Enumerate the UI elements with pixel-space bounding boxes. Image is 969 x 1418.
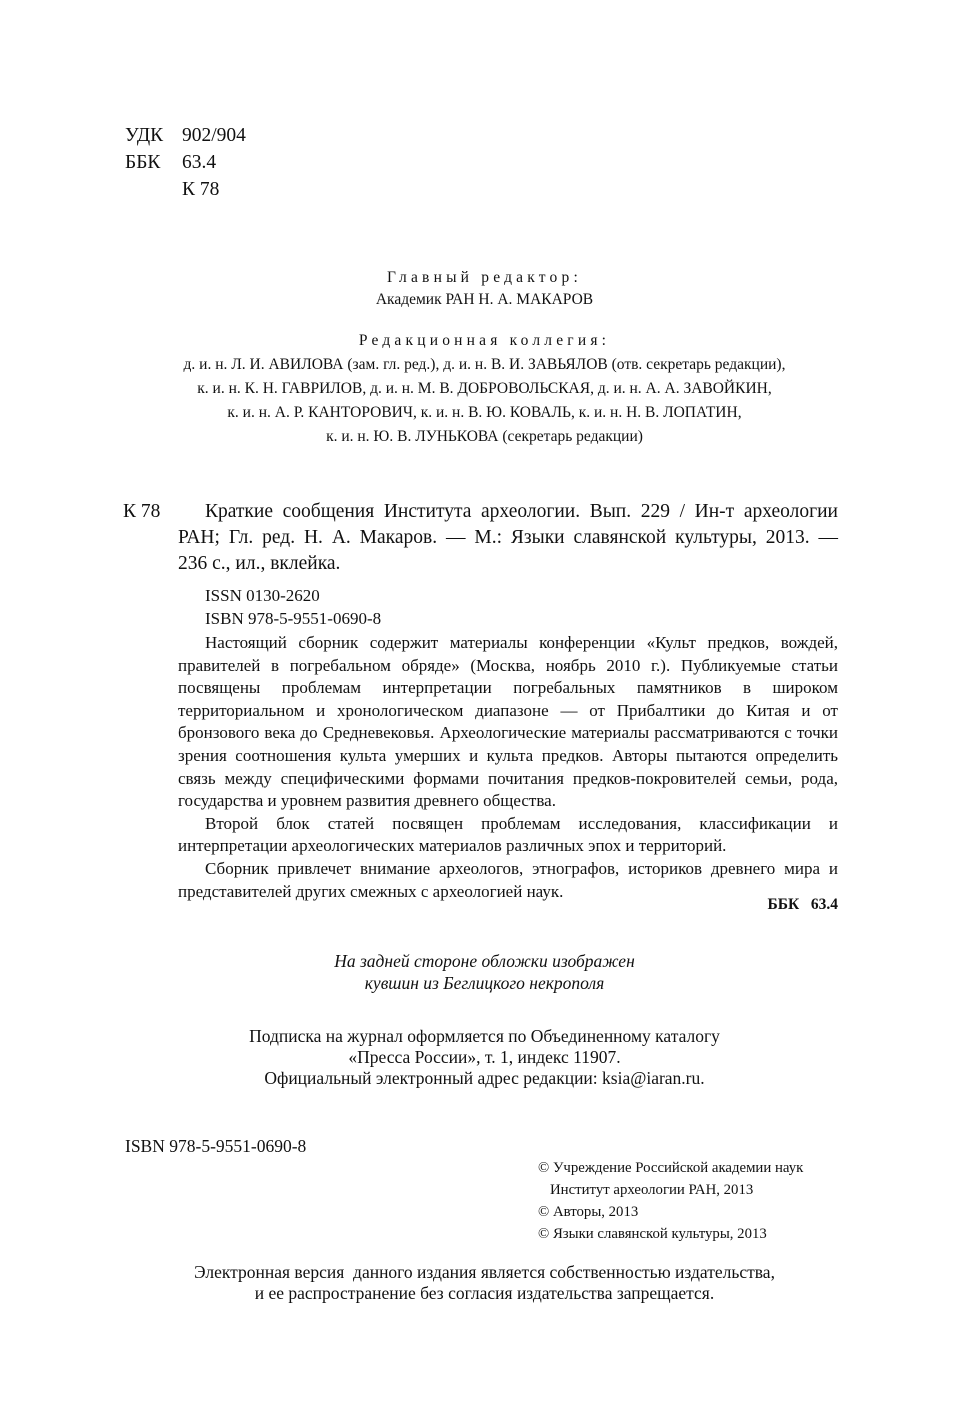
bbk-label: ББК <box>125 152 161 173</box>
udk-row <box>125 122 246 149</box>
editorial-board-line: к. и. н. К. Н. ГАВРИЛОВ, д. и. н. М. В. ДОБРОВОЛЬСКАЯ, д. и. н. А. А. ЗАВОЙКИН, <box>197 380 772 397</box>
editorial-board-line: к. и. н. А. Р. КАНТОРОВИЧ, к. и. н. В. Ю. КОВАЛЬ, к. и. н. Н. В. ЛОПАТИН, <box>227 404 742 421</box>
isbn: ISBN 978-5-9551-0690-8 <box>205 609 382 628</box>
chief-editor-name: Академик РАН Н. А. МАКАРОВ <box>375 291 594 308</box>
electronic-notice-line: и ее распространение без согласия издательства запрещается. <box>254 1283 715 1303</box>
subscription-line: Подписка на журнал оформляется по Объединенному каталогу <box>249 1026 720 1046</box>
issn: ISSN 0130-2620 <box>205 586 320 605</box>
bbk-row <box>125 149 246 176</box>
catalog-entry <box>178 499 838 577</box>
copyright-line: © Языки славянской культуры, 2013 <box>538 1226 767 1242</box>
abstract-bbk: ББК 63.4 <box>767 896 838 913</box>
abstract-paragraph: Второй блок статей посвящен проблемам исследования, классификации и интерпретации археологических материалов различных эпох и территорий. <box>178 813 838 856</box>
cover-note-line: На задней стороне обложки изображен <box>334 951 635 971</box>
isbn-bottom: ISBN 978-5-9551-0690-8 <box>125 1136 307 1156</box>
classification-codes <box>125 122 246 203</box>
catalog-line: 236 с., ил., вклейка. <box>178 553 341 574</box>
bbk-value: 63.4 <box>182 152 217 173</box>
abstract <box>178 632 838 903</box>
editorial-board-line: д. и. н. Л. И. АВИЛОВА (зам. гл. ред.), д. и. н. В. И. ЗАВЬЯЛОВ (отв. секретарь редакции), <box>183 356 786 373</box>
udk-value: 902/904 <box>182 125 246 146</box>
cover-note-line: кувшин из Беглицкого некрополя <box>364 973 605 993</box>
abstract-paragraph: Настоящий сборник содержит материалы конференции «Культ предков, вождей, правителей в погребальном обряде» (Москва, ноябрь 2010 г.). Публикуемые статьи посвящены проблемам интерпретации погребальных памятников в широком территориальном и хронологическом диапазоне — от Прибалтики до Китая и от бронзового века до Средневековья. Археологические материалы рассматриваются с точки зрения соотношения культа умерших и культа предков. Авторы пытаются определить связь между специфическими формами почитания предков-покровителей семьи, рода, государства и уровнем развития древнего общества. <box>178 633 838 811</box>
catalog-code: К 78 <box>123 501 161 522</box>
abstract-paragraph: Сборник привлечет внимание археологов, этнографов, историков древнего мира и представителей других смежных с археологией наук. <box>178 858 838 901</box>
catalog-line: Краткие сообщения Института археологии. Вып. 229 / Ин-т археологии <box>205 501 838 522</box>
editorial-board-line: к. и. н. Ю. В. ЛУНЬКОВА (секретарь редакции) <box>326 428 643 445</box>
udk-label: УДК <box>125 125 164 146</box>
copyright-line: Институт археологии РАН, 2013 <box>550 1182 754 1198</box>
copyright-line: © Авторы, 2013 <box>538 1204 639 1220</box>
author-sign: К 78 <box>182 179 220 200</box>
subscription-line: Официальный электронный адрес редакции: ksia@iaran.ru. <box>264 1068 705 1088</box>
catalog-line: РАН; Гл. ред. Н. А. Макаров. — М.: Языки славянской культуры, 2013. — <box>178 527 838 548</box>
electronic-notice-line: Электронная версия данного издания является собственностью издательства, <box>194 1262 775 1282</box>
chief-editor-heading: Главный редактор: <box>387 269 582 286</box>
copyright-line: © Учреждение Российской академии наук <box>538 1160 804 1176</box>
editorial-board-heading: Редакционная коллегия: <box>358 332 611 349</box>
copyright-block <box>538 1157 803 1245</box>
subscription-line: «Пресса России», т. 1, индекс 11907. <box>348 1047 621 1067</box>
identifiers <box>205 584 381 630</box>
author-sign-row <box>125 176 246 203</box>
